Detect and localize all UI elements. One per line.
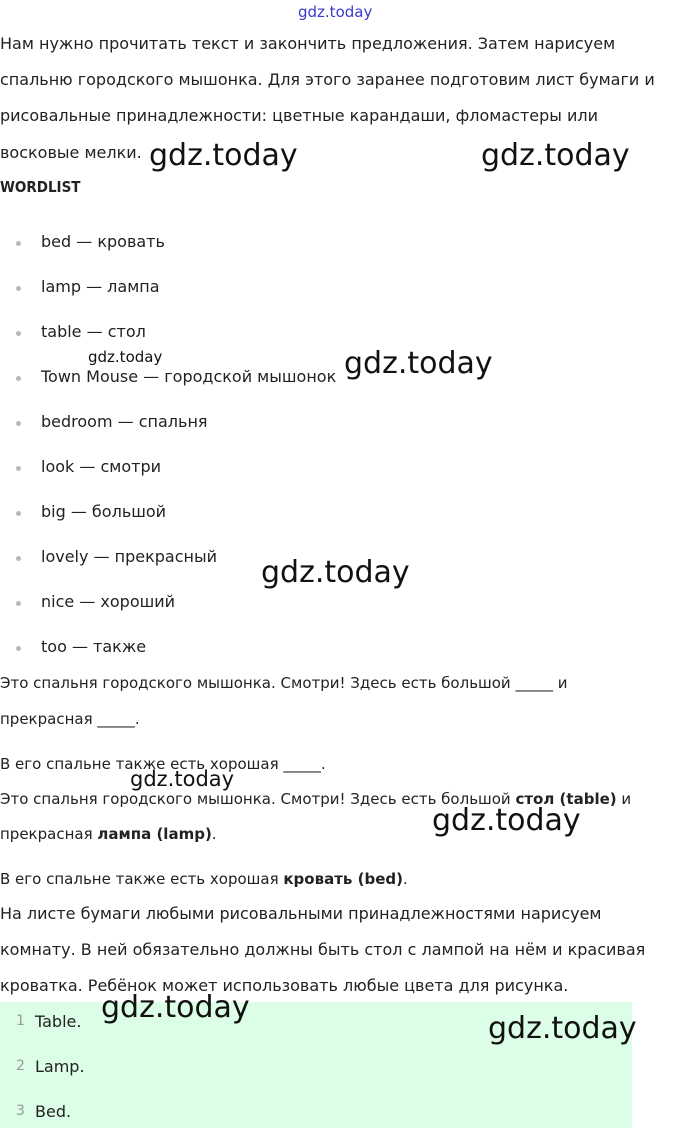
answer-number: 3 — [16, 1103, 25, 1119]
watermark: gdz.today — [88, 348, 163, 366]
answer-line-2-text: прекрасная — [0, 825, 98, 843]
watermark: gdz.today — [130, 767, 235, 791]
answer-bed: кровать (bed) — [283, 870, 403, 888]
list-item: nice — хороший — [41, 592, 176, 611]
answer-line-3-text: В его спальне также есть хорошая — [0, 870, 284, 888]
list-bullet — [16, 241, 21, 246]
answer-line-1-text: Это спальня городского мышонка. Смотри! Здесь есть большой — [0, 790, 516, 808]
list-item: big — большой — [41, 502, 167, 521]
list-item: too — также — [41, 637, 147, 656]
drawing-task-line-1: На листе бумаги любыми рисовальными принадлежностями нарисуем — [0, 904, 602, 923]
answer-line-1-end: и — [616, 790, 632, 808]
list-item: lamp — лампа — [41, 277, 160, 296]
answer-lamp: лампа (lamp) — [97, 825, 212, 843]
watermark: gdz.today — [432, 803, 581, 838]
list-bullet — [16, 466, 21, 471]
exercise-line-3: В его спальне также есть хорошая _____. — [0, 755, 326, 773]
intro-line-3: рисовальные принадлежности: цветные карандаши, фломастеры или — [0, 106, 599, 125]
watermark: gdz.today — [261, 555, 410, 590]
watermark: gdz.today — [481, 138, 630, 173]
intro-line-2: спальню городского мышонка. Для этого заранее подготовим лист бумаги и — [0, 70, 655, 89]
list-item: Town Mouse — городской мышонок — [41, 367, 337, 386]
exercise-line-2: прекрасная _____. — [0, 710, 140, 728]
list-bullet — [16, 421, 21, 426]
intro-line-1: Нам нужно прочитать текст и закончить предложения. Затем нарисуем — [0, 34, 616, 53]
list-bullet — [16, 286, 21, 291]
list-bullet — [16, 376, 21, 381]
answer-line-3-end: . — [402, 870, 408, 888]
answer-table: стол (table) — [515, 790, 617, 808]
list-item: bedroom — спальня — [41, 412, 208, 431]
drawing-task-line-2: комнату. В ней обязательно должны быть стол с лампой на нём и красивая — [0, 940, 646, 959]
watermark: gdz.today — [149, 138, 298, 173]
list-bullet — [16, 331, 21, 336]
wordlist-heading: WORDLIST — [0, 178, 81, 196]
answer-line-3 — [0, 861, 408, 897]
drawing-task-line-3: кроватка. Ребёнок может использовать любые цвета для рисунка. — [0, 976, 569, 995]
watermark-top: gdz.today — [298, 3, 373, 21]
list-bullet — [16, 511, 21, 516]
list-item: table — стол — [41, 322, 146, 341]
answer-number: 2 — [16, 1058, 25, 1074]
list-bullet — [16, 601, 21, 606]
answer-item: Lamp. — [35, 1057, 85, 1076]
answer-item: Bed. — [35, 1102, 72, 1121]
answer-number: 1 — [16, 1013, 25, 1029]
list-item: look — смотри — [41, 457, 161, 476]
list-bullet — [16, 646, 21, 651]
list-item: bed — кровать — [41, 232, 165, 251]
answer-line-2-end: . — [211, 825, 217, 843]
watermark: gdz.today — [488, 1011, 637, 1046]
list-item: lovely — прекрасный — [41, 547, 218, 566]
answer-item: Table. — [35, 1012, 82, 1031]
answer-line-2 — [0, 816, 217, 852]
list-bullet — [16, 556, 21, 561]
exercise-line-1: Это спальня городского мышонка. Смотри! Здесь есть большой _____ и — [0, 674, 568, 692]
watermark: gdz.today — [101, 990, 250, 1025]
intro-line-4: восковые мелки. — [0, 143, 142, 162]
watermark: gdz.today — [344, 346, 493, 381]
